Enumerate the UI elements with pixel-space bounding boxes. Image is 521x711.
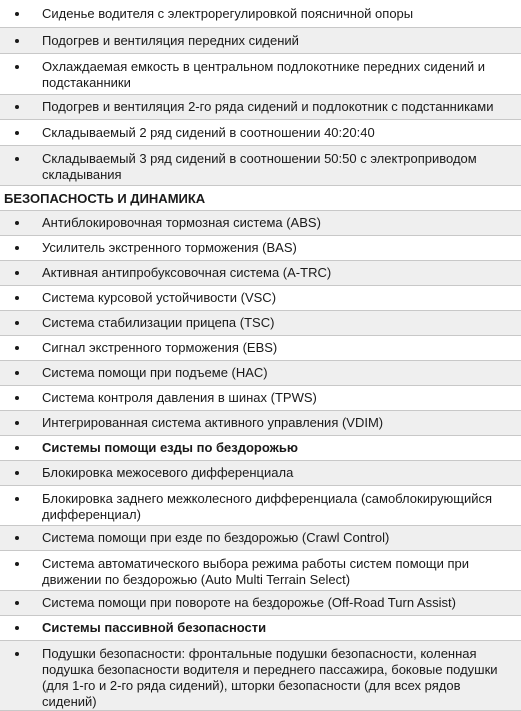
list-item-text: Подогрев и вентиляция 2-го ряда сидений и подлокотник с подстанниками [42,99,494,114]
list-item [0,486,521,526]
list-item [0,286,521,311]
bullet-icon [15,105,19,109]
list-item [0,54,521,95]
list-item-text: Блокировка заднего межколесного дифференциала (самоблокирующийся дифференциал) [42,491,493,522]
list-item [0,526,521,551]
list-item-text: Системы помощи езды по бездорожью [42,440,298,455]
bullet-icon [15,39,19,43]
bullet-icon [15,371,19,375]
list-item [0,0,521,28]
list-item-text: Сиденье водителя с электрорегулировкой поясничной опоры [42,5,414,21]
list-item [0,461,521,486]
bullet-icon [15,221,19,225]
list-item-text: Усилитель экстренного торможения (BAS) [42,240,297,255]
section-heading: БЕЗОПАСНОСТЬ И ДИНАМИКА [0,186,521,211]
list-item-text: Система помощи при повороте на бездорожье (Off-Road Turn Assist) [42,595,456,610]
list-item-text: Подушки безопасности: фронтальные подушки безопасности, коленная подушка безопасности водителя и переднего пассажира, боковые подушки (для 1-го и 2-го ряда сидений), шторки безопасности (для всех рядов сидений) [42,646,498,709]
list-item [0,236,521,261]
bullet-icon [15,157,19,161]
list-item [0,411,521,436]
bullet-icon [15,396,19,400]
bullet-icon [15,296,19,300]
bullet-icon [15,626,19,630]
bullet-icon [15,497,19,501]
list-item-text: Активная антипробуксовочная система (A-TRC) [42,265,332,280]
list-item-text: Система помощи при подъеме (HAC) [42,365,268,380]
list-item-text: Блокировка межосевого дифференциала [42,465,294,480]
list-item-subheading [0,616,521,641]
list-item-text: Система стабилизации прицепа (TSC) [42,315,275,330]
list-item-text: Системы пассивной безопасности [42,620,267,635]
list-item [0,261,521,286]
list-item-text: Подогрев и вентиляция передних сидений [42,32,299,48]
list-item [0,591,521,616]
bullet-icon [15,246,19,250]
list-item-text: Система контроля давления в шинах (TPWS) [42,390,317,405]
list-item [0,28,521,54]
list-item-text: Складываемый 2 ряд сидений в соотношении 40:20:40 [42,124,375,140]
list-item-text: Интегрированная система активного управления (VDIM) [42,415,384,430]
bullet-icon [15,321,19,325]
bullet-icon [15,601,19,605]
bullet-icon [15,446,19,450]
bullet-icon [15,131,19,135]
list-item-text: Система помощи при езде по бездорожью (Crawl Control) [42,530,390,545]
list-item-text: Система курсовой устойчивости (VSC) [42,290,277,305]
bullet-icon [15,12,19,16]
bullet-icon [15,562,19,566]
list-item-text: Сигнал экстренного торможения (EBS) [42,340,278,355]
list-item [0,311,521,336]
list-item [0,146,521,186]
list-item-subheading [0,436,521,461]
bullet-icon [15,471,19,475]
list-item [0,336,521,361]
list-item [0,95,521,120]
bullet-icon [15,536,19,540]
bullet-icon [15,271,19,275]
bullet-icon [15,346,19,350]
list-item-text: Охлаждаемая емкость в центральном подлокотнике передних сидений и подстаканники [42,59,485,90]
bullet-icon [15,65,19,69]
list-item-text: Складываемый 3 ряд сидений в соотношении 50:50 с электроприводом складывания [42,151,477,182]
list-item-text: Система автоматического выбора режима работы систем помощи при движении по бездорожью (Auto Multi Terrain Select) [42,556,470,587]
list-item [0,386,521,411]
list-item [0,120,521,146]
list-item [0,361,521,386]
bullet-icon [15,652,19,656]
list-item [0,551,521,591]
bullet-icon [15,421,19,425]
list-item [0,211,521,236]
list-item [0,641,521,711]
list-item-text: Антиблокировочная тормозная система (ABS) [42,215,321,230]
